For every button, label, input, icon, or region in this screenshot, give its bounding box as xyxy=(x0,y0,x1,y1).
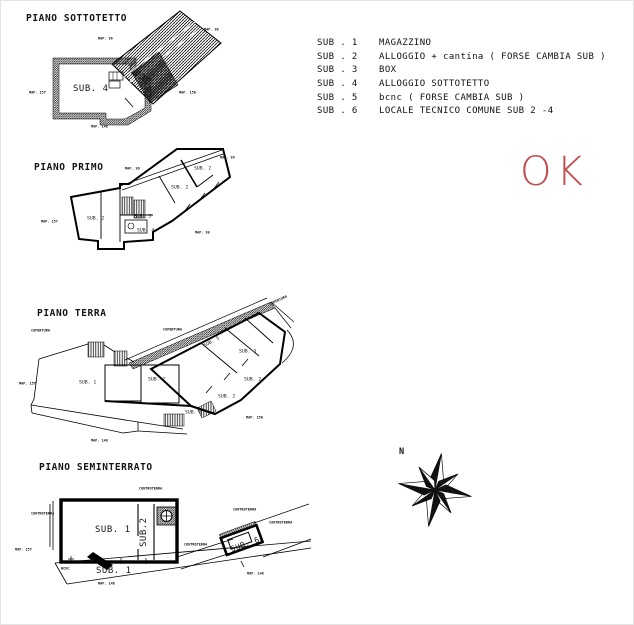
map-label: MAP. 157 xyxy=(19,381,36,386)
map-label: MAP. 148 xyxy=(91,124,108,129)
sub-legend xyxy=(317,38,606,120)
copertura-label: COPERTURA xyxy=(163,327,182,332)
map-label: MAP. 98 xyxy=(195,230,210,235)
legend-row xyxy=(317,38,606,52)
legend-key: SUB . 1 xyxy=(317,38,358,48)
controterra-label: CONTROTERRA xyxy=(269,520,293,525)
legend-key: SUB . 3 xyxy=(317,65,358,76)
legend-key: SUB . 4 xyxy=(317,79,358,90)
controterra-label: CONTROTERRA xyxy=(139,486,163,491)
room-label-sub2: SUB. 2 xyxy=(194,165,212,171)
title-piano-sottotetto: PIANO SOTTOTETTO xyxy=(26,13,128,24)
map-label: MAP. 99 xyxy=(220,155,235,160)
controterra-label: CONTROTERRA xyxy=(233,507,257,512)
map-label: MAP. 157 xyxy=(29,90,46,95)
title-piano-terra: PIANO TERRA xyxy=(37,308,107,319)
map-label: MAP. 98 xyxy=(204,27,219,32)
room-label-sub4: SUB. 4 xyxy=(137,227,155,233)
bcnc-label: BCNC xyxy=(61,566,70,571)
room-label-sub3: SUB. 3 xyxy=(239,348,257,354)
map-label: MAP. 150 xyxy=(246,415,263,420)
title-piano-seminterrato: PIANO SEMINTERRATO xyxy=(39,462,153,473)
legend-row xyxy=(317,52,606,66)
map-label: MAP. 150 xyxy=(179,90,196,95)
compass-rose xyxy=(392,447,478,533)
ok-annotation: OK xyxy=(520,149,588,195)
map-label: MAP. 148 xyxy=(247,571,264,576)
map-label: MAP. 96 xyxy=(98,36,113,41)
legend-value: LOCALE TECNICO COMUNE SUB 2 -4 xyxy=(379,106,554,117)
legend-row xyxy=(317,79,606,93)
map-label: MAP. 157 xyxy=(15,547,32,552)
legend-key: SUB . 6 xyxy=(317,106,358,117)
room-label-sub6: SUB. 6 xyxy=(185,409,203,415)
room-label-sub5: SUB. 5 xyxy=(202,335,221,349)
copertura-label: COPERTURA xyxy=(31,328,50,333)
room-label-sub1: SUB. 1 xyxy=(79,379,97,385)
plan-seminterrato-drawing xyxy=(50,500,311,584)
room-label-sub2: SUB. 2 xyxy=(171,184,189,190)
legend-row xyxy=(317,106,606,120)
plan-sottotetto-drawing xyxy=(53,11,221,125)
room-label-sub1: SUB. 1 xyxy=(96,566,132,576)
room-label-sub5: SUB. 5 xyxy=(134,213,152,219)
room-label-sub6: SUB. 6 xyxy=(229,535,261,555)
map-label: MAP. 148 xyxy=(98,581,115,586)
legend-value: ALLOGGIO + cantina ( FORSE CAMBIA SUB ) xyxy=(379,51,606,62)
compass-north-label: N xyxy=(399,447,405,457)
legend-key: SUB . 5 xyxy=(317,92,358,103)
terra-retaining-wall xyxy=(129,302,275,369)
legend-value: MAGAZZINO xyxy=(379,38,432,48)
room-label-sub1: SUB. 1 xyxy=(95,525,131,535)
room-label-sub2: SUB.2 xyxy=(139,517,149,547)
room-label-sub2: SUB. 2 xyxy=(218,393,236,399)
legend-value: ALLOGGIO SOTTOTETTO xyxy=(379,79,490,90)
room-label-sub2: SUB. 2 xyxy=(148,376,166,382)
controterra-label: CONTROTERRA xyxy=(184,542,208,547)
controterra-label: CONTROTERRA xyxy=(31,511,55,516)
title-piano-primo: PIANO PRIMO xyxy=(34,162,104,173)
legend-row xyxy=(317,65,606,79)
legend-key: SUB . 2 xyxy=(317,51,358,62)
map-label: MAP. 96 xyxy=(125,166,140,171)
legend-value: BOX xyxy=(379,65,397,76)
map-label: MAP. 157 xyxy=(41,219,58,224)
room-label-sub2: SUB. 2 xyxy=(244,376,262,382)
copertura-label: COPERTURA xyxy=(268,294,288,307)
room-label-sub4: SUB. 4 xyxy=(73,84,109,94)
room-label-sub2: SUB. 2 xyxy=(87,215,105,221)
legend-value: bcnc ( FORSE CAMBIA SUB ) xyxy=(379,92,525,103)
map-label: MAP. 148 xyxy=(91,438,108,443)
legend-row xyxy=(317,93,606,107)
